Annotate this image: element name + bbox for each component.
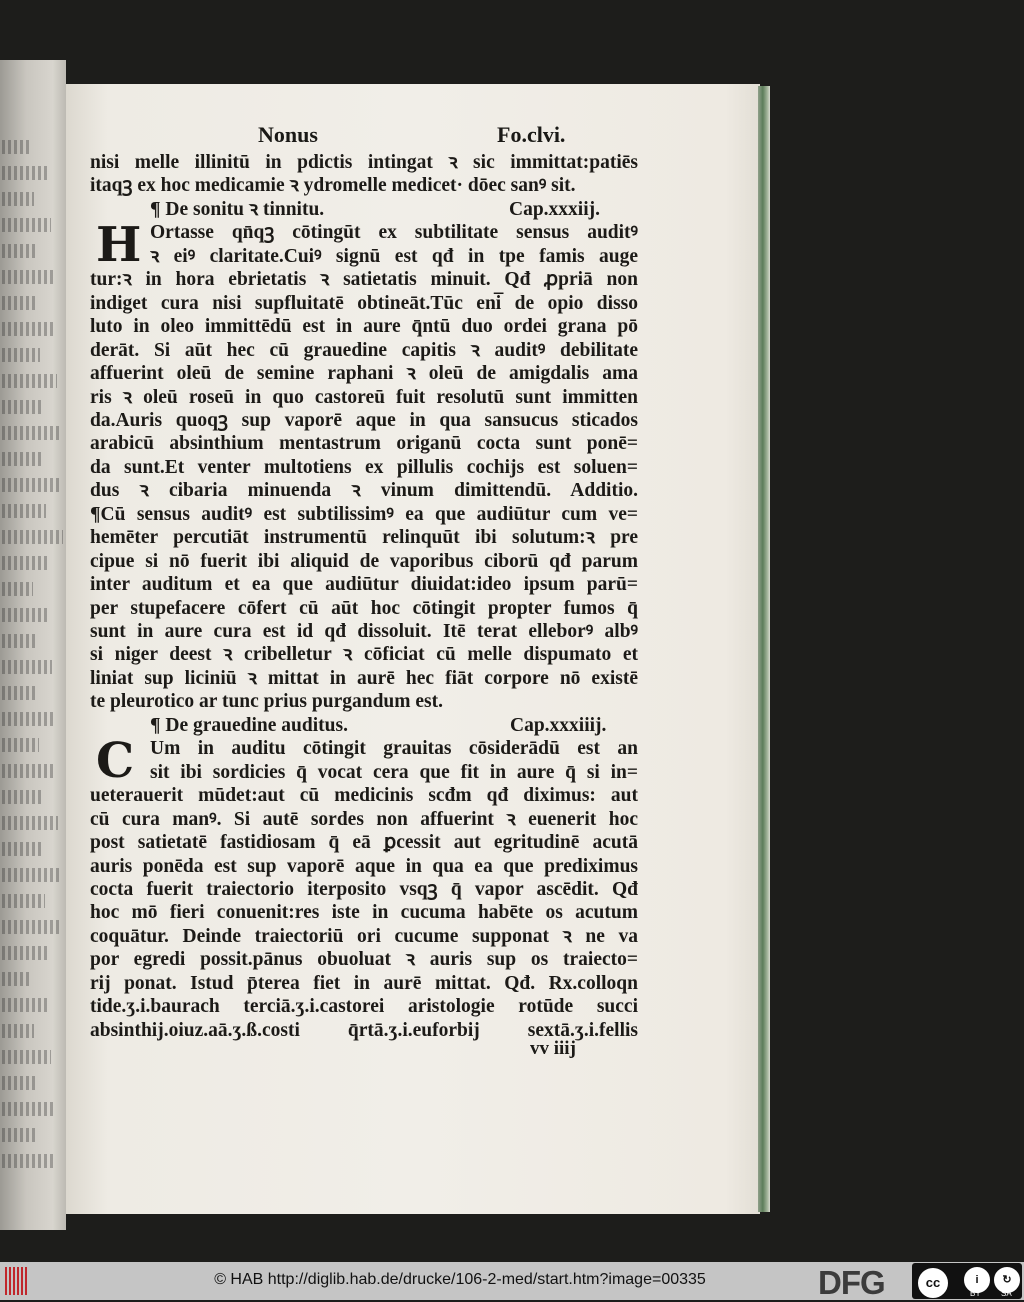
facing-text-fragment: [2, 894, 45, 908]
cc-icon: cc: [918, 1268, 948, 1298]
facing-text-fragment: [2, 998, 49, 1012]
facing-text-fragment: [2, 972, 32, 986]
text-line: itaqꝫ ex hoc medicamie ꝛ ydromelle medicet· dōec sanꝰ sit.: [90, 175, 576, 197]
text-line: affuerint oleū de semine raphani ꝛ oleū de amigdalis ama: [90, 363, 638, 385]
text-line: absinthij.oiuz.aā.ʒ.ß.costi q̄rtā.ʒ.i.euforbij sextā.ʒ.i.fellis: [90, 1019, 638, 1041]
facing-text-fragment: [2, 504, 46, 518]
facing-text-fragment: [2, 530, 63, 544]
text-line: te pleurotico ar tunc prius purgandum est.: [90, 691, 444, 713]
facing-text-fragment: [2, 608, 50, 622]
facing-text-fragment: [2, 738, 39, 752]
facing-text-fragment: [2, 712, 54, 726]
facing-text-fragment: [2, 270, 53, 284]
text-line: sunt in aure cura est id qđ dissoluit. Itē terat elleborꝰ albꝰ: [90, 621, 638, 642]
text-line: si niger deest ꝛ cribelletur ꝛ cōficiat cū melle dispumato et: [90, 644, 638, 666]
facing-text-fragment: [2, 426, 59, 440]
facing-text-fragment: [2, 1102, 53, 1116]
facing-text-fragment: [2, 556, 48, 570]
text-line: inter auditum et ea que audiūtur diuidat:ideo ipsum parū=: [90, 574, 638, 596]
text-line: da.Auris quoqꝫ sup vaporē aque in qua sansucus sticados: [90, 409, 638, 431]
facing-text-fragment: [2, 1024, 34, 1038]
facing-text-fragment: [2, 660, 52, 674]
facing-text-fragment: [2, 296, 38, 310]
initial-c: C: [96, 733, 135, 789]
text-line: ꝛ eiꝰ claritate.Cuiꝰ signū est qđ in tpe famis auge: [150, 245, 638, 267]
text-line: por egredi possit.pānus obuoluat ꝛ auris sup os traiecto=: [90, 949, 638, 971]
facing-text-fragment: [2, 1050, 51, 1064]
facing-text-fragment: [2, 686, 37, 700]
running-head: Nonus: [258, 122, 318, 147]
text-line: post satietatē fastidiosam q̄ eā ꝑcessit aut egritudinē acutā: [90, 832, 638, 854]
text-line: rij ponat. Istud p̄terea fiet in aurē mittat. Qđ. Rx.colloqn: [90, 972, 638, 994]
facing-page-edge: [0, 60, 66, 1230]
text-line: cocta fuerit traiectorio iterposito vsqꝫ q̄ vapor ascēdit. Qđ: [90, 878, 638, 900]
facing-text-fragment: [2, 1076, 36, 1090]
facing-text-fragment: [2, 1128, 38, 1142]
initial-h: H: [96, 217, 142, 273]
facing-text-fragment: [2, 868, 60, 882]
facing-text-fragment: [2, 452, 44, 466]
sa-label: SA: [1001, 1289, 1012, 1298]
hab-logo-icon: [5, 1267, 29, 1295]
text-line: derāt. Si aūt hec cū grauedine capitis ꝛ auditꝰ debilitate: [90, 339, 638, 361]
text-line: per stupefacere cōfert cū aūt hoc cōtingit propter fumos q̄: [90, 597, 638, 619]
text-line: indiget cura nisi supfluitatē obtineāt.Tūc eni̅ de opio disso: [90, 292, 638, 314]
text-line: coquātur. Deinde traiectoriū ori cucume supponat ꝛ ne va: [90, 925, 638, 947]
text-line: sit ibi sordicies q̄ vocat cera que fit in aure q̄ si in=: [150, 761, 638, 783]
facing-text-fragment: [2, 920, 62, 934]
facing-text-fragment: [2, 218, 51, 232]
text-line: ueterauerit mūdet:aut cū medicinis scđm qđ diximus: aut: [90, 785, 638, 807]
facing-text-fragment: [2, 946, 47, 960]
text-line: hemēter percutiāt instrumentū relinquūt ibi solutum:ꝛ pre: [90, 527, 638, 549]
text-line: nisi melle illinitū in pdictis intingat ꝛ sic immittat:patiēs: [90, 152, 638, 173]
cc-license-badge[interactable]: [912, 1263, 1022, 1299]
text-line: Um in auditu cōtingit grauitas cōsiderādū est an: [150, 738, 638, 760]
text-line: tur:ꝛ in hora ebrietatis ꝛ satietatis minuit. Qđ ꝓpriā non: [90, 269, 638, 291]
facing-text-fragment: [2, 348, 40, 362]
text-line: tide.ʒ.i.baurach terciā.ʒ.i.castorei aristologie rotūde succi: [90, 996, 638, 1018]
facing-text-fragment: [2, 400, 42, 414]
facing-text-fragment: [2, 1154, 55, 1168]
facing-text-fragment: [2, 478, 61, 492]
chapter-heading: ¶ De grauedine auditus.: [150, 715, 348, 736]
signature-mark: vv iiij: [530, 1038, 576, 1059]
facing-text-fragment: [2, 140, 32, 154]
page-edge: [758, 86, 770, 1212]
by-label: BY: [970, 1289, 981, 1298]
sa-icon: ↻: [994, 1267, 1020, 1293]
facing-text-fragment: [2, 816, 58, 830]
text-line: arabicū absinthium mentastrum origanū cocta sunt ponē=: [90, 433, 638, 455]
text-line: luto in oleo immittēdū est in aure q̄ntū duo ordei grana pō: [90, 316, 638, 338]
text-line: Ortasse qn̄qꝫ cōtingūt ex subtilitate sensus auditꝰ: [150, 222, 638, 244]
facing-text-fragment: [2, 582, 33, 596]
text-line: dus ꝛ cibaria minuenda ꝛ vinum dimittendū. Additio.: [90, 480, 638, 502]
facing-text-fragment: [2, 634, 35, 648]
chapter-number: Cap.xxxiiij.: [510, 715, 607, 736]
facing-text-fragment: [2, 374, 57, 388]
text-line: da sunt.Et venter multotiens ex pillulis cochijs est soluen=: [90, 456, 638, 478]
facing-text-fragment: [2, 842, 43, 856]
footer-bar: [0, 1262, 1024, 1300]
text-line: liniat sup liciniū ꝛ mittat in aurē hec fiāt corpore nō existē: [90, 667, 638, 689]
text-line: cū cura manꝰ. Si autē sordes non affuerint ꝛ euenerit hoc: [90, 808, 638, 830]
facing-text-fragment: [2, 764, 56, 778]
folio-number: Fo.clvi.: [497, 122, 566, 147]
text-line: auris ponēda est sup vaporē aque in qua ea que prediximus: [90, 855, 638, 877]
facing-text-fragment: [2, 166, 49, 180]
facing-text-fragment: [2, 244, 36, 258]
text-line: ¶Cū sensus auditꝰ est subtilissimꝰ ea que audiūtur cum ve=: [90, 503, 638, 525]
facing-text-fragment: [2, 192, 34, 206]
facing-text-fragment: [2, 790, 41, 804]
text-line: hoc mō fieri conuenit:res iste in cucuma habēte os acutum: [90, 902, 638, 924]
facing-text-fragment: [2, 322, 55, 336]
credit-link[interactable]: © HAB http://diglib.hab.de/drucke/106-2-med/start.htm?image=00335: [214, 1271, 706, 1288]
text-line: cipue si nō fuerit ibi aliquid de vaporibus ciborū qđ parum: [90, 550, 638, 572]
chapter-heading: ¶ De sonitu ꝛ tinnitu.: [150, 199, 325, 220]
dfg-logo: DFG: [818, 1264, 885, 1301]
text-line: ris ꝛ oleū roseū in quo castoreū fuit resolutū sunt immitten: [90, 386, 638, 408]
by-icon: i: [964, 1267, 990, 1293]
chapter-number: Cap.xxxiij.: [509, 199, 601, 220]
